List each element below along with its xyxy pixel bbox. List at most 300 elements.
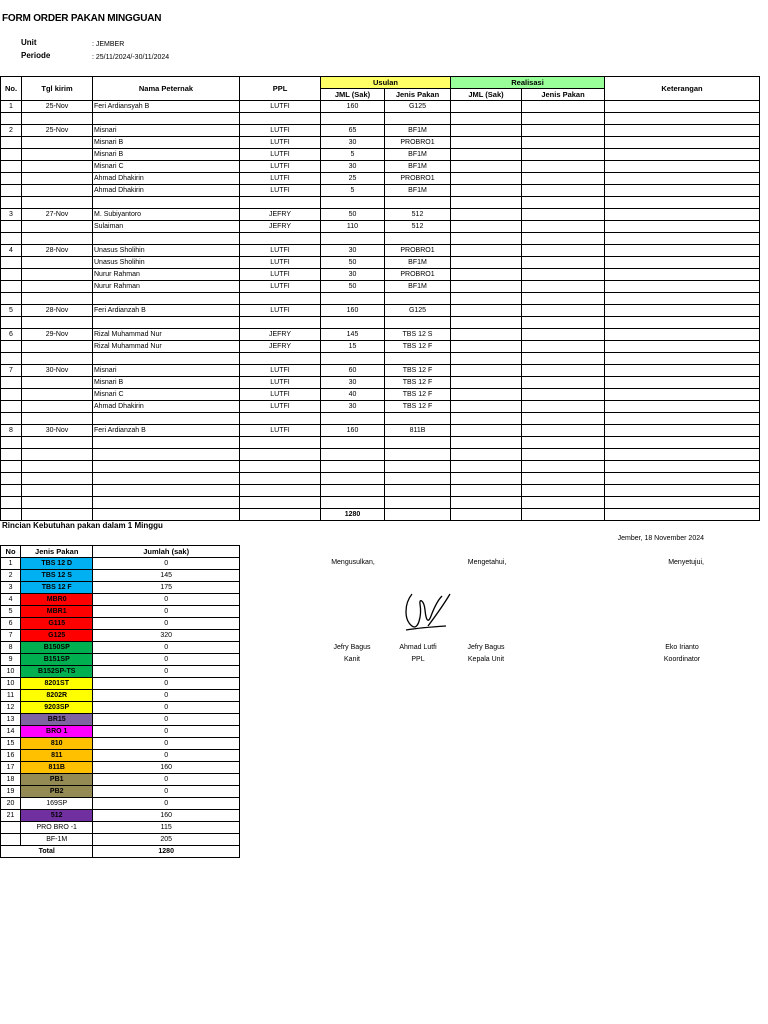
cell-rjenis xyxy=(522,341,605,353)
table-row xyxy=(1,461,760,473)
feed-row xyxy=(1,774,240,786)
feed-cell-jenis: BR15 xyxy=(21,714,93,726)
cell-ket xyxy=(605,161,760,173)
cell-rjml xyxy=(451,449,522,461)
cell-no xyxy=(1,341,22,353)
cell-rjenis xyxy=(522,305,605,317)
cell-rjenis xyxy=(522,425,605,437)
cell-no: 1 xyxy=(1,101,22,113)
feed-cell-no: 19 xyxy=(1,786,21,798)
cell-rjml xyxy=(451,101,522,113)
cell-ppl: JEFRY xyxy=(240,341,321,353)
cell-ppl xyxy=(240,413,321,425)
cell-rjenis xyxy=(522,401,605,413)
cell-ket xyxy=(605,173,760,185)
feed-cell-no: 7 xyxy=(1,630,21,642)
table-row xyxy=(1,437,760,449)
cell-ppl: LUTFI xyxy=(240,125,321,137)
cell-rjenis xyxy=(522,245,605,257)
cell-nama: Nurur Rahman xyxy=(93,269,240,281)
cell-tgl: 30-Nov xyxy=(22,425,93,437)
cell-jenis: BF1M xyxy=(385,161,451,173)
cell-no: 6 xyxy=(1,329,22,341)
cell-rjenis xyxy=(522,113,605,125)
cell-ppl xyxy=(240,197,321,209)
cell-nama xyxy=(93,413,240,425)
cell-jml: 50 xyxy=(321,281,385,293)
cell-tgl: 29-Nov xyxy=(22,329,93,341)
cell-no xyxy=(1,509,22,521)
cell-no xyxy=(1,389,22,401)
cell-ppl: LUTFI xyxy=(240,245,321,257)
feed-row xyxy=(1,750,240,762)
cell-ket xyxy=(605,197,760,209)
cell-nama xyxy=(93,353,240,365)
cell-nama: Feri Ardianzah B xyxy=(93,305,240,317)
unit-value: : JEMBER xyxy=(92,41,125,48)
cell-jenis xyxy=(385,473,451,485)
col-tgl-header: Tgl kirim xyxy=(22,77,93,101)
feed-row xyxy=(1,570,240,582)
cell-jml: 30 xyxy=(321,269,385,281)
cell-ket xyxy=(605,437,760,449)
cell-rjml xyxy=(451,233,522,245)
feed-cell-jenis: 512 xyxy=(21,810,93,822)
cell-jenis xyxy=(385,449,451,461)
cell-ket xyxy=(605,125,760,137)
cell-nama xyxy=(93,449,240,461)
cell-rjml xyxy=(451,305,522,317)
col-ket-header: Keterangan xyxy=(605,77,760,101)
cell-no xyxy=(1,149,22,161)
feed-cell-jumlah: 115 xyxy=(93,822,240,834)
cell-ket xyxy=(605,101,760,113)
cell-ket xyxy=(605,365,760,377)
feed-cell-jumlah: 0 xyxy=(93,738,240,750)
cell-nama xyxy=(93,497,240,509)
cell-jenis: TBS 12 F xyxy=(385,377,451,389)
feed-row xyxy=(1,762,240,774)
signer3-role: Kepala Unit xyxy=(467,656,505,663)
cell-nama xyxy=(93,509,240,521)
cell-jml xyxy=(321,413,385,425)
cell-jenis: TBS 12 F xyxy=(385,401,451,413)
feed-cell-jumlah: 175 xyxy=(93,582,240,594)
cell-ket xyxy=(605,473,760,485)
feed-cell-jumlah: 160 xyxy=(93,762,240,774)
feed-cell-no: 16 xyxy=(1,750,21,762)
cell-ppl xyxy=(240,461,321,473)
cell-tgl xyxy=(22,377,93,389)
cell-no: 4 xyxy=(1,245,22,257)
table-row xyxy=(1,185,760,197)
cell-jenis: BF1M xyxy=(385,257,451,269)
feed-cell-jenis: 810 xyxy=(21,738,93,750)
cell-nama: Misnari C xyxy=(93,389,240,401)
cell-jenis xyxy=(385,293,451,305)
signer1-role: Kanit xyxy=(344,656,360,663)
realisasi-header: Realisasi xyxy=(451,77,605,89)
signature-scribble xyxy=(398,586,458,636)
feed-row xyxy=(1,558,240,570)
feed-cell-jumlah: 0 xyxy=(93,666,240,678)
cell-ket xyxy=(605,449,760,461)
cell-jenis: TBS 12 F xyxy=(385,365,451,377)
cell-jenis: BF1M xyxy=(385,125,451,137)
cell-nama: M. Subiyantoro xyxy=(93,209,240,221)
feed-row xyxy=(1,702,240,714)
cell-ppl: LUTFI xyxy=(240,365,321,377)
table-row xyxy=(1,353,760,365)
cell-jenis: BF1M xyxy=(385,281,451,293)
cell-jml: 5 xyxy=(321,185,385,197)
feed-row xyxy=(1,810,240,822)
feed-cell-jumlah: 0 xyxy=(93,594,240,606)
feed-row xyxy=(1,726,240,738)
cell-ppl: LUTFI xyxy=(240,281,321,293)
cell-jenis: BF1M xyxy=(385,185,451,197)
cell-tgl xyxy=(22,449,93,461)
cell-nama: Rizal Muhammad Nur xyxy=(93,341,240,353)
cell-tgl xyxy=(22,473,93,485)
cell-tgl xyxy=(22,233,93,245)
cell-nama: Sulaiman xyxy=(93,221,240,233)
feed-cell-jumlah: 0 xyxy=(93,558,240,570)
cell-rjenis xyxy=(522,257,605,269)
cell-rjenis xyxy=(522,197,605,209)
cell-jml xyxy=(321,497,385,509)
cell-rjml xyxy=(451,485,522,497)
cell-tgl xyxy=(22,461,93,473)
feed-cell-jumlah: 205 xyxy=(93,834,240,846)
cell-rjml xyxy=(451,353,522,365)
feed-cell-jumlah: 0 xyxy=(93,642,240,654)
cell-nama xyxy=(93,485,240,497)
cell-tgl xyxy=(22,353,93,365)
feed-cell-jenis: 811B xyxy=(21,762,93,774)
feed-cell-jumlah: 145 xyxy=(93,570,240,582)
cell-jml xyxy=(321,461,385,473)
cell-rjml xyxy=(451,437,522,449)
cell-no xyxy=(1,401,22,413)
table-row xyxy=(1,329,760,341)
table-row xyxy=(1,149,760,161)
cell-nama xyxy=(93,437,240,449)
feed-row xyxy=(1,786,240,798)
cell-rjenis xyxy=(522,293,605,305)
cell-rjml xyxy=(451,185,522,197)
form-title: FORM ORDER PAKAN MINGGUAN xyxy=(2,13,162,24)
cell-jml: 160 xyxy=(321,425,385,437)
cell-no xyxy=(1,461,22,473)
cell-jenis xyxy=(385,233,451,245)
cell-jenis xyxy=(385,437,451,449)
table-row xyxy=(1,221,760,233)
periode-label: Periode xyxy=(21,51,51,60)
table-row xyxy=(1,293,760,305)
cell-jml: 25 xyxy=(321,173,385,185)
cell-nama: Nurur Rahman xyxy=(93,281,240,293)
cell-ket xyxy=(605,245,760,257)
cell-jml: 110 xyxy=(321,221,385,233)
cell-nama: Unasus Sholihin xyxy=(93,245,240,257)
cell-tgl xyxy=(22,413,93,425)
cell-no xyxy=(1,473,22,485)
cell-nama xyxy=(93,473,240,485)
feed-cell-jenis: PB1 xyxy=(21,774,93,786)
cell-no xyxy=(1,185,22,197)
cell-ket xyxy=(605,305,760,317)
feed-cell-jumlah: 0 xyxy=(93,702,240,714)
feed-cell-no xyxy=(1,834,21,846)
cell-jml xyxy=(321,485,385,497)
cell-tgl xyxy=(22,389,93,401)
cell-rjenis xyxy=(522,461,605,473)
cell-ket xyxy=(605,257,760,269)
cell-rjml xyxy=(451,197,522,209)
cell-nama xyxy=(93,233,240,245)
cell-rjenis xyxy=(522,173,605,185)
cell-nama: Unasus Sholihin xyxy=(93,257,240,269)
feed-row xyxy=(1,666,240,678)
feed-cell-jenis: BF-1M xyxy=(21,834,93,846)
cell-jml: 30 xyxy=(321,377,385,389)
cell-rjml xyxy=(451,461,522,473)
cell-tgl: 28-Nov xyxy=(22,245,93,257)
cell-rjenis xyxy=(522,437,605,449)
feed-row xyxy=(1,834,240,846)
feed-cell-jenis: B152SP-TS xyxy=(21,666,93,678)
table-row xyxy=(1,245,760,257)
cell-ket xyxy=(605,485,760,497)
signer1-name: Jefry Bagus xyxy=(333,644,371,651)
table-row xyxy=(1,209,760,221)
cell-ket xyxy=(605,149,760,161)
mengetahui-label: Mengetahui, xyxy=(467,559,507,566)
feed-cell-no: 3 xyxy=(1,582,21,594)
cell-ket xyxy=(605,425,760,437)
cell-ket xyxy=(605,497,760,509)
mengusulkan-label: Mengusulkan, xyxy=(331,559,375,566)
cell-tgl xyxy=(22,401,93,413)
feed-row xyxy=(1,582,240,594)
cell-rjenis xyxy=(522,101,605,113)
cell-rjml xyxy=(451,161,522,173)
cell-ppl xyxy=(240,485,321,497)
cell-no xyxy=(1,257,22,269)
feed-row xyxy=(1,690,240,702)
feed-no-header: No xyxy=(1,546,21,558)
feed-cell-no: 6 xyxy=(1,618,21,630)
cell-rjml xyxy=(451,425,522,437)
cell-rjenis xyxy=(522,449,605,461)
feed-cell-jumlah: 0 xyxy=(93,654,240,666)
cell-jenis xyxy=(385,497,451,509)
cell-rjenis xyxy=(522,329,605,341)
cell-tgl xyxy=(22,173,93,185)
cell-jenis: 811B xyxy=(385,425,451,437)
cell-jenis: TBS 12 F xyxy=(385,389,451,401)
feed-cell-jumlah: 0 xyxy=(93,690,240,702)
cell-rjml xyxy=(451,401,522,413)
cell-nama xyxy=(93,293,240,305)
cell-rjenis xyxy=(522,377,605,389)
cell-ket xyxy=(605,317,760,329)
cell-ket xyxy=(605,113,760,125)
cell-rjml xyxy=(451,497,522,509)
cell-rjml xyxy=(451,245,522,257)
cell-tgl xyxy=(22,281,93,293)
cell-ket xyxy=(605,377,760,389)
cell-no xyxy=(1,437,22,449)
cell-rjml xyxy=(451,509,522,521)
cell-tgl xyxy=(22,269,93,281)
feed-cell-jumlah: 0 xyxy=(93,606,240,618)
usulan-jml-header: JML (Sak) xyxy=(321,89,385,101)
feed-cell-jenis: 8202R xyxy=(21,690,93,702)
cell-ket xyxy=(605,209,760,221)
cell-rjml xyxy=(451,269,522,281)
cell-no xyxy=(1,113,22,125)
feed-row xyxy=(1,798,240,810)
feed-cell-jumlah: 0 xyxy=(93,678,240,690)
cell-tgl xyxy=(22,221,93,233)
feed-cell-jenis: B150SP xyxy=(21,642,93,654)
cell-jml: 30 xyxy=(321,401,385,413)
feed-cell-jumlah: 0 xyxy=(93,786,240,798)
feed-total-label: Total xyxy=(1,846,93,858)
feed-cell-no: 9 xyxy=(1,654,21,666)
section-title: Rincian Kebutuhan pakan dalam 1 Minggu xyxy=(2,521,163,530)
cell-rjml xyxy=(451,413,522,425)
cell-nama xyxy=(93,197,240,209)
cell-jml: 160 xyxy=(321,305,385,317)
cell-ppl: LUTFI xyxy=(240,389,321,401)
feed-cell-no: 10 xyxy=(1,678,21,690)
feed-cell-jenis: G115 xyxy=(21,618,93,630)
cell-rjenis xyxy=(522,509,605,521)
cell-rjml xyxy=(451,329,522,341)
cell-rjml xyxy=(451,221,522,233)
cell-ppl: LUTFI xyxy=(240,425,321,437)
cell-rjenis xyxy=(522,185,605,197)
signer3-name: Jefry Bagus xyxy=(467,644,505,651)
signer4-name: Eko Irianto xyxy=(665,644,699,651)
table-row xyxy=(1,161,760,173)
cell-no: 5 xyxy=(1,305,22,317)
feed-cell-jenis: PB2 xyxy=(21,786,93,798)
cell-jenis: 512 xyxy=(385,221,451,233)
cell-jenis: TBS 12 F xyxy=(385,341,451,353)
feed-total-row xyxy=(1,846,240,858)
cell-jml xyxy=(321,353,385,365)
feed-cell-jenis: B151SP xyxy=(21,654,93,666)
cell-rjenis xyxy=(522,221,605,233)
cell-nama: Feri Ardiansyah B xyxy=(93,101,240,113)
cell-jml: 160 xyxy=(321,101,385,113)
cell-jenis xyxy=(385,317,451,329)
cell-jenis xyxy=(385,353,451,365)
table-row xyxy=(1,341,760,353)
cell-jml: 1280 xyxy=(321,509,385,521)
feed-row xyxy=(1,654,240,666)
cell-tgl xyxy=(22,257,93,269)
cell-ppl: LUTFI xyxy=(240,173,321,185)
cell-rjml xyxy=(451,257,522,269)
feed-cell-no: 15 xyxy=(1,738,21,750)
cell-nama: Misnari xyxy=(93,365,240,377)
cell-rjml xyxy=(451,293,522,305)
cell-no xyxy=(1,449,22,461)
table-row xyxy=(1,509,760,521)
cell-no: 8 xyxy=(1,425,22,437)
table-row xyxy=(1,173,760,185)
cell-jml: 15 xyxy=(321,341,385,353)
cell-tgl xyxy=(22,497,93,509)
table-row xyxy=(1,497,760,509)
feed-cell-no: 10 xyxy=(1,666,21,678)
cell-rjenis xyxy=(522,365,605,377)
cell-jenis xyxy=(385,113,451,125)
feed-cell-jenis: 9203SP xyxy=(21,702,93,714)
cell-nama xyxy=(93,113,240,125)
cell-rjml xyxy=(451,137,522,149)
cell-ppl: LUTFI xyxy=(240,269,321,281)
feed-cell-no: 2 xyxy=(1,570,21,582)
cell-no xyxy=(1,281,22,293)
feed-cell-jenis: G125 xyxy=(21,630,93,642)
cell-jenis: PROBRO1 xyxy=(385,269,451,281)
cell-ket xyxy=(605,221,760,233)
feed-cell-jumlah: 0 xyxy=(93,798,240,810)
feed-cell-no: 13 xyxy=(1,714,21,726)
cell-ket xyxy=(605,353,760,365)
cell-jml xyxy=(321,197,385,209)
table-row xyxy=(1,401,760,413)
cell-jenis xyxy=(385,413,451,425)
cell-rjml xyxy=(451,281,522,293)
cell-rjml xyxy=(451,149,522,161)
feed-cell-jenis: PRO BRO -1 xyxy=(21,822,93,834)
cell-nama: Ahmad Dhakirin xyxy=(93,401,240,413)
unit-label: Unit xyxy=(21,38,37,47)
cell-ppl: JEFRY xyxy=(240,329,321,341)
feed-row xyxy=(1,606,240,618)
cell-rjml xyxy=(451,317,522,329)
cell-nama: Ahmad Dhakirin xyxy=(93,185,240,197)
table-row xyxy=(1,113,760,125)
table-row xyxy=(1,425,760,437)
cell-tgl: 25-Nov xyxy=(22,101,93,113)
cell-nama: Rizal Muhammad Nur xyxy=(93,329,240,341)
cell-rjenis xyxy=(522,125,605,137)
feed-cell-no: 18 xyxy=(1,774,21,786)
cell-jenis: TBS 12 S xyxy=(385,329,451,341)
cell-nama: Misnari B xyxy=(93,377,240,389)
cell-rjml xyxy=(451,209,522,221)
cell-no xyxy=(1,197,22,209)
cell-jml: 50 xyxy=(321,257,385,269)
cell-ket xyxy=(605,461,760,473)
cell-nama xyxy=(93,317,240,329)
cell-jml: 30 xyxy=(321,161,385,173)
cell-tgl xyxy=(22,293,93,305)
cell-jml: 65 xyxy=(321,125,385,137)
col-nama-header: Nama Peternak xyxy=(93,77,240,101)
table-row xyxy=(1,137,760,149)
cell-ket xyxy=(605,329,760,341)
feed-cell-no: 5 xyxy=(1,606,21,618)
